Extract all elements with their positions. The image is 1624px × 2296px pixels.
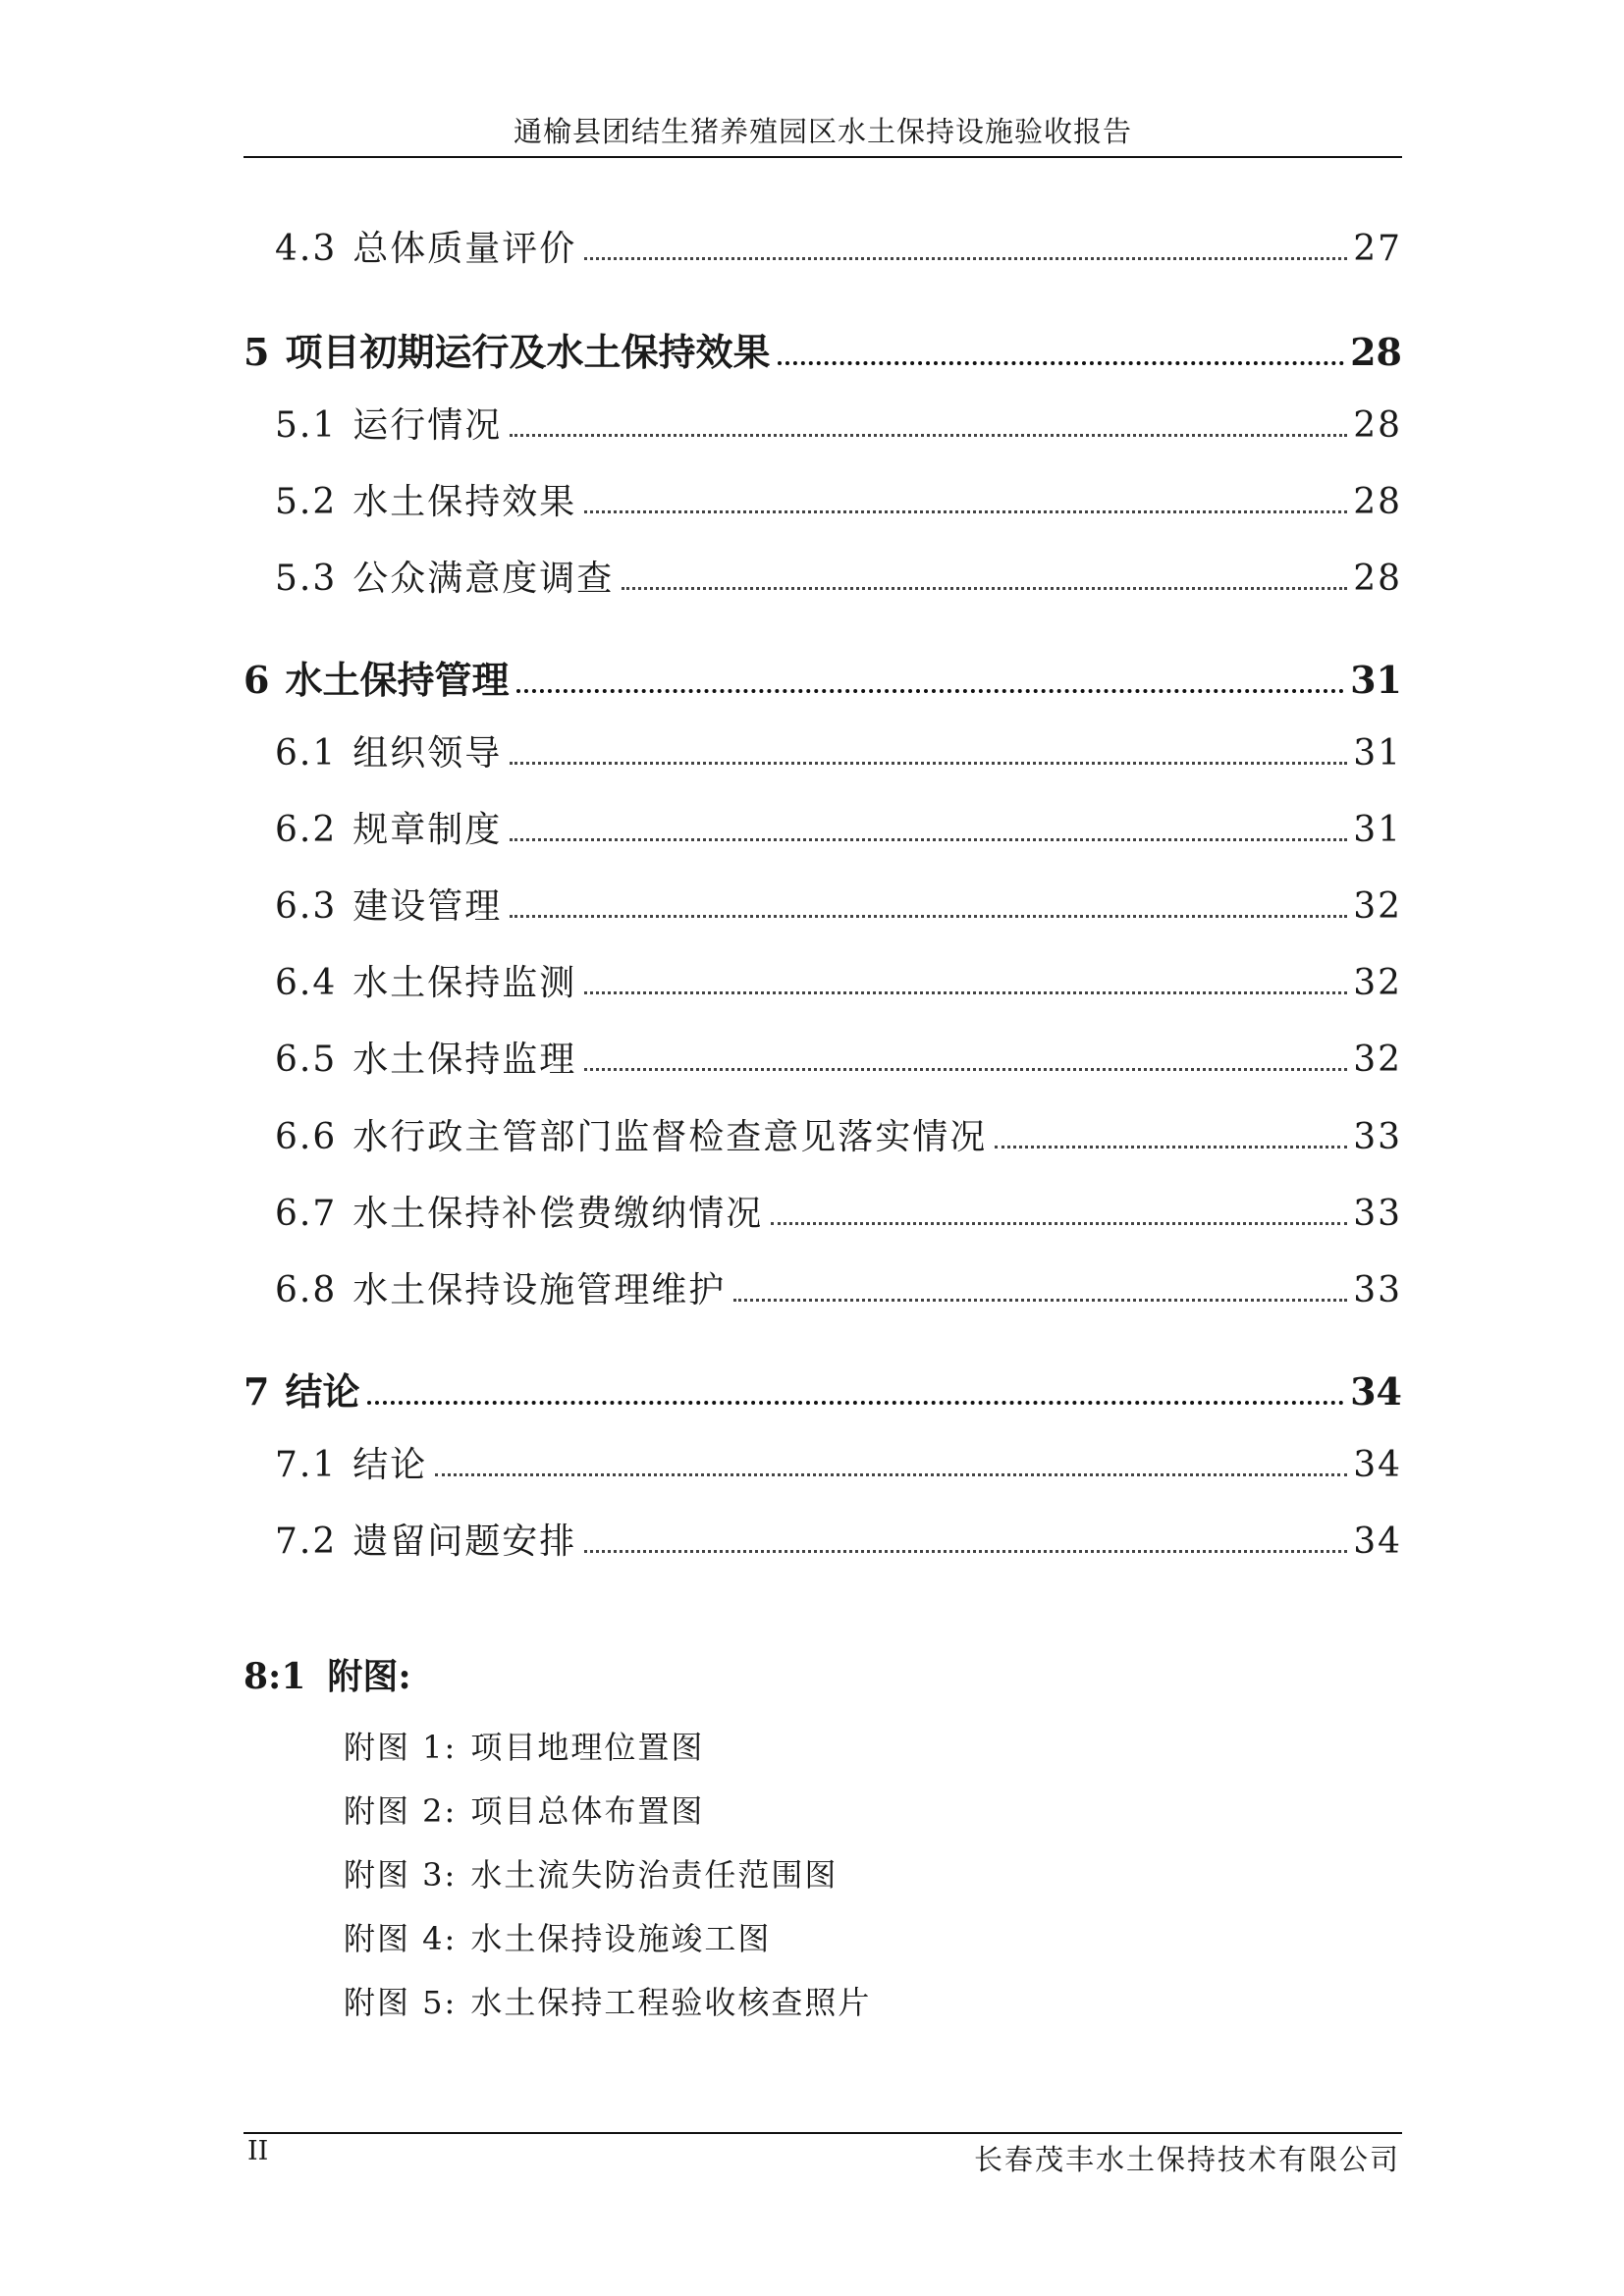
toc-entry[interactable] [244,725,1402,774]
running-header: 通榆县团结生猪养殖园区水土保持设施验收报告 [513,115,1132,148]
toc-title: 水土保持设施管理维护 [352,1270,727,1310]
toc-number: 7.1 [275,1445,338,1485]
toc-leader-dots [510,915,1347,918]
toc-number: 6.1 [275,733,338,774]
toc-leader-dots [584,1068,1347,1071]
toc-entry[interactable] [244,322,1402,374]
company-name: 长春茂丰水土保持技术有限公司 [973,2143,1400,2176]
toc-entry[interactable] [244,1262,1402,1311]
toc-leader-dots [622,587,1347,590]
toc-page-number: 31 [1353,733,1402,774]
toc-number: 6.4 [275,963,338,1003]
toc-title: 运行情况 [352,405,503,446]
toc-number: 6.3 [275,886,338,927]
toc-entry[interactable] [244,1032,1402,1081]
toc-entry[interactable] [244,650,1402,702]
toc-leader-dots [516,689,1344,693]
toc-page-number: 28 [1353,405,1402,446]
toc-number: 6.6 [275,1117,338,1157]
toc-page-number: 32 [1353,1040,1402,1080]
toc-page-number: 28 [1353,559,1402,599]
toc-leader-dots [778,361,1344,365]
toc-number: 5.2 [275,482,338,522]
toc-entry[interactable] [244,955,1402,1004]
toc-title: 项目初期运行及水土保持效果 [285,330,771,374]
appendix-item-title: 水土保持设施竣工图 [470,1920,772,1957]
toc-leader-dots [510,838,1347,841]
appendix-item[interactable] [344,1850,838,1896]
toc-title: 水土保持补偿费缴纳情况 [352,1194,764,1234]
toc-number: 6.2 [275,810,338,850]
toc-title: 组织领导 [352,733,503,774]
toc-number: 5 [244,330,270,374]
toc-leader-dots [510,762,1347,765]
toc-leader-dots [510,434,1347,437]
appendix-item-code: 附图 4: [344,1920,458,1957]
toc-page-number: 33 [1353,1117,1402,1157]
footer-rule [244,2132,1402,2134]
appendix-item-title: 项目总体布置图 [470,1792,705,1830]
toc-leader-dots [584,991,1347,994]
toc-entry[interactable] [244,1186,1402,1235]
toc-leader-dots [435,1473,1347,1476]
toc-page-number: 31 [1353,810,1402,850]
toc-page-number: 33 [1353,1194,1402,1234]
appendix-item-code: 附图 5: [344,1984,458,2021]
toc-number: 5.1 [275,405,338,446]
page-number: II [247,2136,269,2166]
appendix-item-title: 水土流失防治责任范围图 [470,1856,839,1894]
toc-entry[interactable] [244,474,1402,523]
toc-title: 水土保持效果 [352,482,577,522]
toc-page-number: 28 [1350,330,1402,374]
toc-title: 水土保持监测 [352,963,577,1003]
toc-entry[interactable] [244,551,1402,600]
appendix-item-title: 项目地理位置图 [470,1729,705,1766]
toc-number: 7.2 [275,1522,338,1562]
toc-number: 7 [244,1369,270,1414]
toc-number: 5.3 [275,559,338,599]
toc-title: 结论 [285,1369,360,1414]
toc-page-number: 31 [1350,658,1402,702]
toc-entry[interactable] [244,802,1402,851]
toc-leader-dots [584,510,1347,513]
toc-page-number: 28 [1353,482,1402,522]
appendix-title: 附图: [327,1656,411,1697]
toc-leader-dots [367,1401,1344,1405]
toc-title: 建设管理 [352,886,503,927]
toc-title: 水行政主管部门监督检查意见落实情况 [352,1117,988,1157]
toc-leader-dots [584,257,1347,260]
toc-number: 6 [244,658,270,702]
toc-page-number: 34 [1353,1445,1402,1485]
toc-entry[interactable] [244,1109,1402,1158]
toc-page-number: 33 [1353,1270,1402,1310]
appendix-number: 8:1 [244,1656,306,1697]
toc-page-number: 32 [1353,963,1402,1003]
toc-leader-dots [584,1550,1347,1553]
appendix-item[interactable] [344,1787,704,1832]
toc-title: 遗留问题安排 [352,1522,577,1562]
toc-title: 总体质量评价 [352,229,577,269]
toc-title: 公众满意度调查 [352,559,615,599]
toc-entry[interactable] [244,398,1402,447]
appendix-item-code: 附图 3: [344,1856,458,1894]
toc-entry[interactable] [244,221,1402,270]
toc-title: 规章制度 [352,810,503,850]
header-rule [244,156,1402,158]
toc-title: 水土保持监理 [352,1040,577,1080]
appendix-item[interactable] [344,1723,704,1768]
appendix-item[interactable] [344,1914,771,1959]
toc-title: 结论 [352,1445,428,1485]
toc-page-number: 27 [1353,229,1402,269]
appendix-heading [244,1649,411,1699]
toc-page-number: 34 [1350,1369,1402,1414]
appendix-item-code: 附图 1: [344,1729,458,1766]
toc-title: 水土保持管理 [285,658,510,702]
toc-number: 4.3 [275,229,338,269]
toc-number: 6.5 [275,1040,338,1080]
toc-leader-dots [733,1299,1347,1302]
toc-number: 6.8 [275,1270,338,1310]
toc-entry[interactable] [244,879,1402,928]
appendix-item-title: 水土保持工程验收核查照片 [470,1984,872,2021]
toc-entry[interactable] [244,1514,1402,1563]
toc-number: 6.7 [275,1194,338,1234]
toc-page-number: 32 [1353,886,1402,927]
toc-page-number: 34 [1353,1522,1402,1562]
toc-leader-dots [995,1146,1347,1148]
appendix-item[interactable] [344,1978,871,2023]
appendix-item-code: 附图 2: [344,1792,458,1830]
toc-leader-dots [771,1222,1347,1225]
toc-entry[interactable] [244,1362,1402,1414]
toc-entry[interactable] [244,1437,1402,1486]
